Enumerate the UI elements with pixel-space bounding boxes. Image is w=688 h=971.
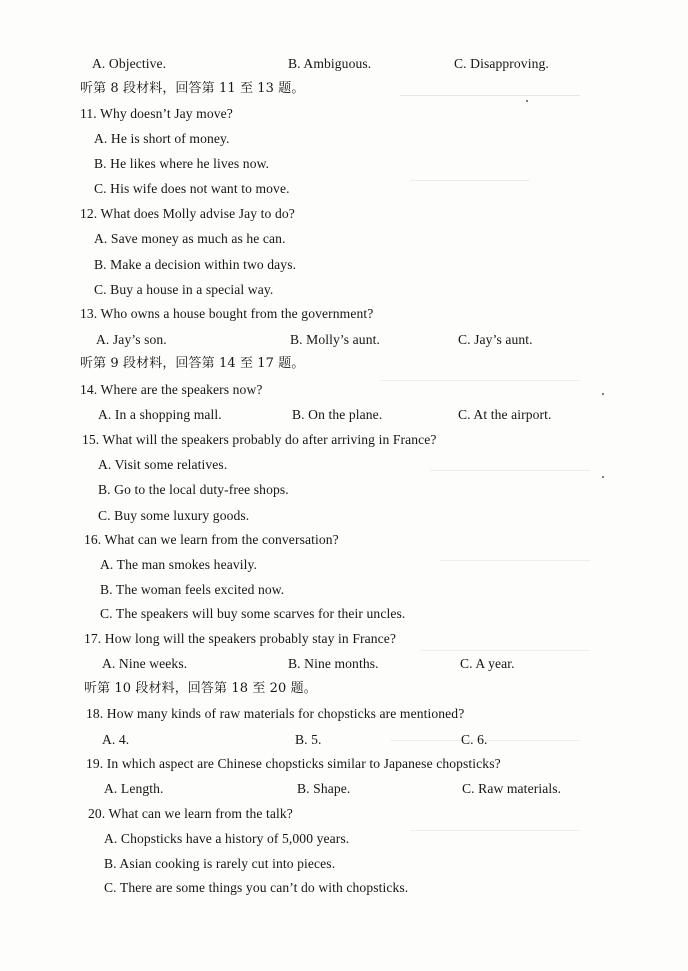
q17-question: 17. How long will the speakers probably stay in France? xyxy=(84,631,397,646)
q13-option-a: A. Jay’s son. xyxy=(96,332,167,347)
q15-option-a: A. Visit some relatives. xyxy=(98,457,228,472)
q10-option-b: B. Ambiguous. xyxy=(288,56,372,71)
q20-option-a: A. Chopsticks have a history of 5,000 years. xyxy=(104,831,350,846)
q19-option-c: C. Raw materials. xyxy=(462,781,562,796)
q16-option-a: A. The man smokes heavily. xyxy=(100,557,258,572)
q16-option-c: C. The speakers will buy some scarves for their uncles. xyxy=(100,606,406,621)
section-9-heading: 听第 9 段材料，回答第 14 至 17 题。 xyxy=(80,356,305,371)
q17-option-b: B. Nine months. xyxy=(288,656,379,671)
q15-question: 15. What will the speakers probably do after arriving in France? xyxy=(82,432,437,447)
q20-option-b: B. Asian cooking is rarely cut into pieces. xyxy=(104,856,336,871)
q18-option-c: C. 6. xyxy=(461,732,488,747)
q14-option-b: B. On the plane. xyxy=(292,407,383,422)
q11-option-a: A. He is short of money. xyxy=(94,131,230,146)
q18-option-b: B. 5. xyxy=(295,732,322,747)
q17-option-c: C. A year. xyxy=(460,656,515,671)
q18-question: 18. How many kinds of raw materials for chopsticks are mentioned? xyxy=(86,706,465,721)
q12-option-c: C. Buy a house in a special way. xyxy=(94,282,274,297)
q14-question: 14. Where are the speakers now? xyxy=(80,382,263,397)
section-8-heading: 听第 8 段材料，回答第 11 至 13 题。 xyxy=(80,81,305,96)
q12-option-b: B. Make a decision within two days. xyxy=(94,257,297,272)
speck xyxy=(526,100,528,102)
q20-option-c: C. There are some things you can’t do with chopsticks. xyxy=(104,880,409,895)
q14-option-a: A. In a shopping mall. xyxy=(98,407,222,422)
speck xyxy=(602,393,604,395)
q15-option-b: B. Go to the local duty-free shops. xyxy=(98,482,289,497)
q12-question: 12. What does Molly advise Jay to do? xyxy=(80,206,295,221)
q10-option-a: A. Objective. xyxy=(92,56,167,71)
q11-option-b: B. He likes where he lives now. xyxy=(94,156,270,171)
q11-question: 11. Why doesn’t Jay move? xyxy=(80,106,233,121)
speck xyxy=(602,476,604,478)
q19-option-b: B. Shape. xyxy=(297,781,351,796)
q15-option-c: C. Buy some luxury goods. xyxy=(98,508,250,523)
q13-question: 13. Who owns a house bought from the government? xyxy=(80,306,374,321)
q16-question: 16. What can we learn from the conversation? xyxy=(84,532,339,547)
q16-option-b: B. The woman feels excited now. xyxy=(100,582,285,597)
section-10-heading: 听第 10 段材料，回答第 18 至 20 题。 xyxy=(84,681,317,696)
q10-option-c: C. Disapproving. xyxy=(454,56,549,71)
q11-option-c: C. His wife does not want to move. xyxy=(94,181,290,196)
q17-option-a: A. Nine weeks. xyxy=(102,656,188,671)
q18-option-a: A. 4. xyxy=(102,732,130,747)
q19-option-a: A. Length. xyxy=(104,781,164,796)
q20-question: 20. What can we learn from the talk? xyxy=(88,806,293,821)
q13-option-c: C. Jay’s aunt. xyxy=(458,332,533,347)
q12-option-a: A. Save money as much as he can. xyxy=(94,231,286,246)
q14-option-c: C. At the airport. xyxy=(458,407,552,422)
q19-question: 19. In which aspect are Chinese chopsticks similar to Japanese chopsticks? xyxy=(86,756,501,771)
q13-option-b: B. Molly’s aunt. xyxy=(290,332,380,347)
